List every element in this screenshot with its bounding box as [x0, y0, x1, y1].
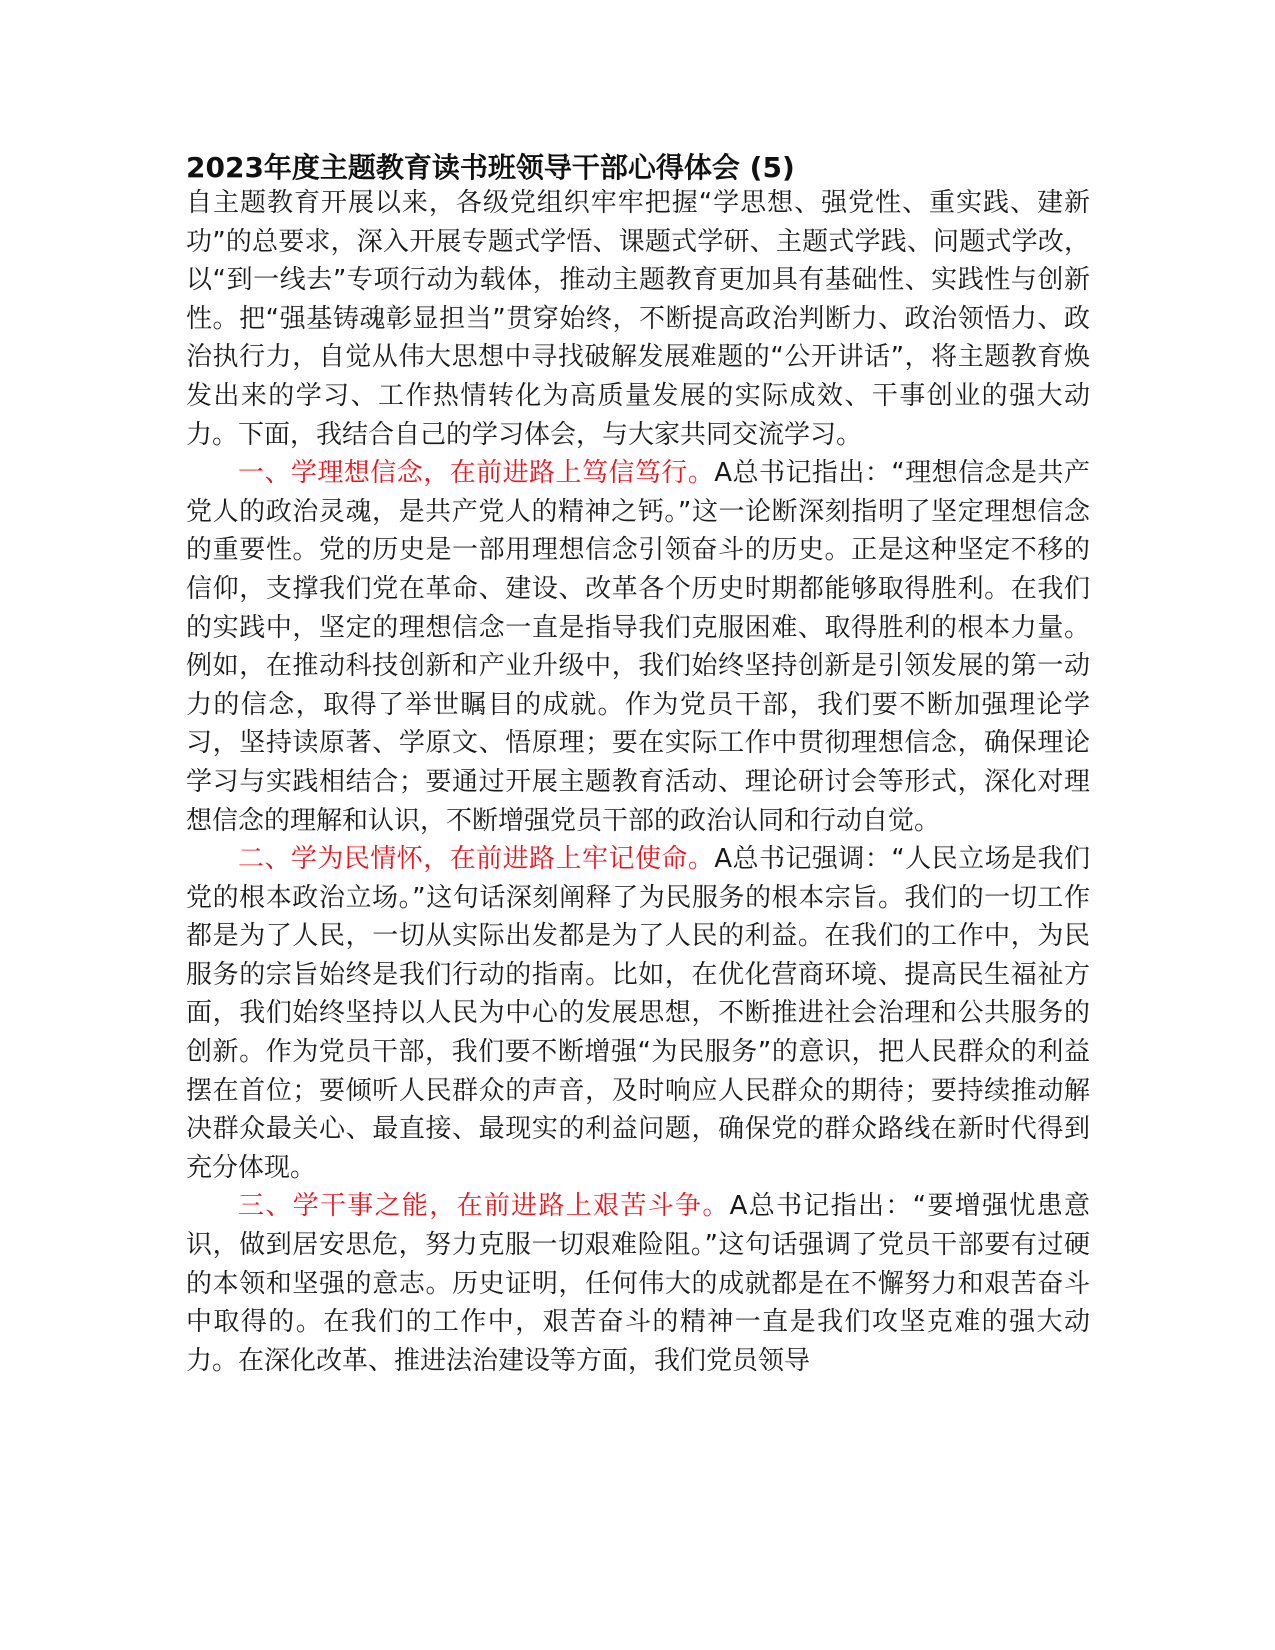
section-paragraph-2: [186, 840, 1090, 1187]
document-title: 2023年度主题教育读书班领导干部心得体会 (5): [186, 151, 795, 184]
intro-paragraph: 自主题教育开展以来，各级党组织牢牢把握“学思想、强党性、重实践、建新功”的总要求，深入开展专题式学悟、课题式学研、主题式学践、问题式学改，以“到一线去”专项行动为载体，推动主题教育更加具有基础性、实践性与创新性。把“强基铸魂彰显担当”贯穿始终，不断提高政治判断力、政治领悟力、政治执行力，自觉从伟大思想中寻找破解发展难题的“公开讲话”，将主题教育焕发出来的学习、工作热情转化为高质量发展的实际成效、干事创业的强大动力。下面，我结合自己的学习体会，与大家共同交流学习。: [186, 188, 1090, 450]
section-paragraph-1: [186, 454, 1090, 840]
section-heading-2: 二、学为民情怀，在前进路上牢记使命。: [238, 844, 715, 875]
document-page: [186, 148, 1090, 1380]
section-heading-1: 一、学理想信念，在前进路上笃信笃行。: [238, 458, 715, 489]
section-heading-3: 三、学干事之能，在前进路上艰苦斗争。: [238, 1191, 730, 1222]
section-body-3: A总书记指出：“要增强忧患意识，做到居安思危，努力克服一切艰难险阻。”这句话强调了党员干部要有过硬的本领和坚强的意志。历史证明，任何伟大的成就都是在不懈努力和艰苦奋斗中取得的。在我们的工作中，艰苦奋斗的精神一直是我们攻坚克难的强大动力。在深化改革、推进法治建设等方面，我们党员领导: [186, 1191, 1090, 1376]
section-body-2: A总书记强调：“人民立场是我们党的根本政治立场。”这句话深刻阐释了为民服务的根本宗旨。我们的一切工作都是为了人民，一切从实际出发都是为了人民的利益。在我们的工作中，为民服务的宗旨始终是我们行动的指南。比如，在优化营商环境、提高民生福祉方面，我们始终坚持以人民为中心的发展思想，不断推进社会治理和公共服务的创新。作为党员干部，我们要不断增强“为民服务”的意识，把人民群众的利益摆在首位；要倾听人民群众的声音，及时响应人民群众的期待；要持续推动解决群众最关心、最直接、最现实的利益问题，确保党的群众路线在新时代得到充分体现。: [186, 844, 1090, 1183]
section-paragraph-3: [186, 1187, 1090, 1380]
section-body-1: A总书记指出：“理想信念是共产党人的政治灵魂，是共产党人的精神之钙。”这一论断深刻指明了坚定理想信念的重要性。党的历史是一部用理想信念引领奋斗的历史。正是这种坚定不移的信仰，支撑我们党在革命、建设、改革各个历史时期都能够取得胜利。在我们的实践中，坚定的理想信念一直是指导我们克服困难、取得胜利的根本力量。例如，在推动科技创新和产业升级中，我们始终坚持创新是引领发展的第一动力的信念，取得了举世瞩目的成就。作为党员干部，我们要不断加强理论学习，坚持读原著、学原文、悟原理；要在实际工作中贯彻理想信念，确保理论学习与实践相结合；要通过开展主题教育活动、理论研讨会等形式，深化对理想信念的理解和认识，不断增强党员干部的政治认同和行动自觉。: [186, 458, 1090, 836]
